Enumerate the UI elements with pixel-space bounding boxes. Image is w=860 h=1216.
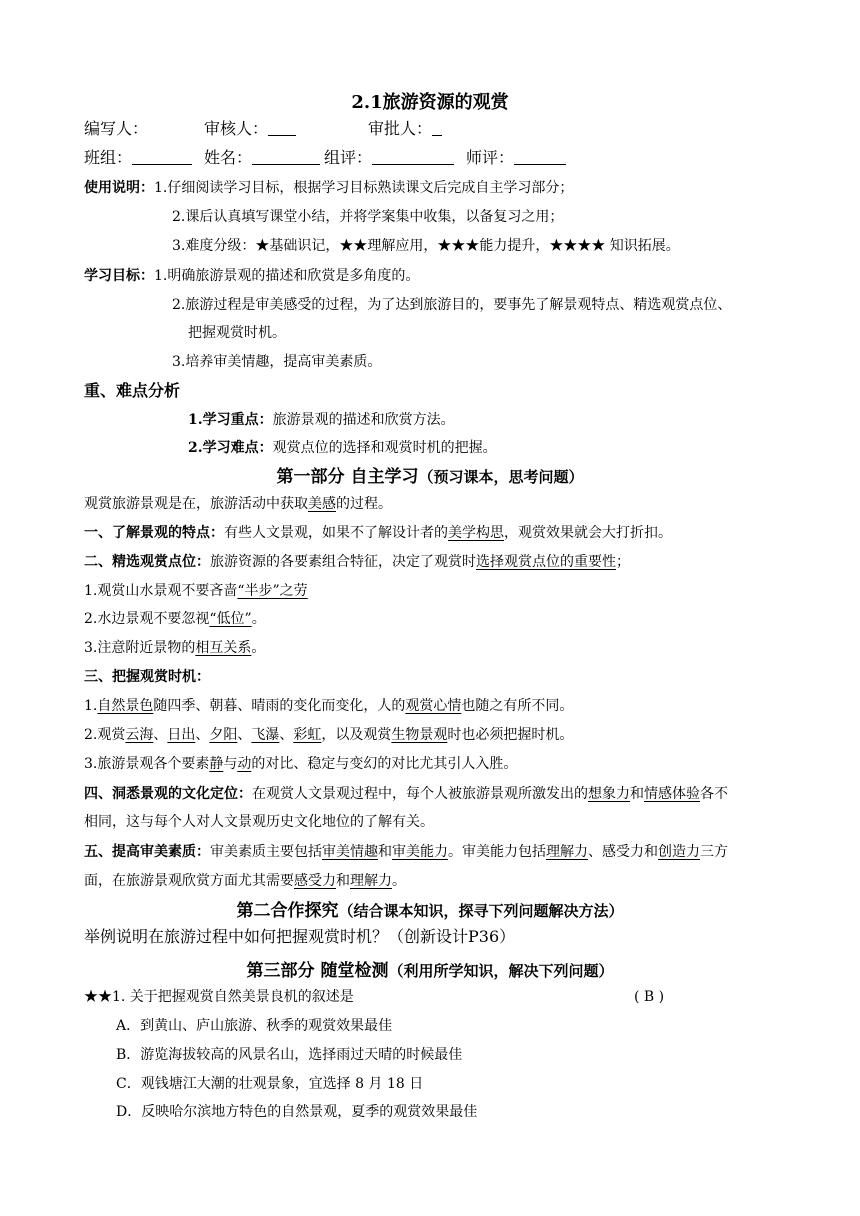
approver-field: 审批人： — [368, 118, 442, 140]
part1-item-2-3: 3.注意附近景物的相互关系。 — [84, 640, 266, 656]
question-1-option-c: C．观钱塘江大潮的壮观景象，宜选择 8 月 18 日 — [116, 1076, 424, 1092]
part1-item-1: 一、了解景观的特点：有些人文景观，如果不了解设计者的美学构思，观赏效果就会大打折扣。 — [84, 525, 672, 541]
page-title: 2.1旅游资源的观赏 — [351, 92, 509, 113]
usage-line-2: 2.课后认真填写课堂小结，并将学案集中收集，以备复习之用； — [172, 209, 564, 225]
part1-item-3-3: 3.旅游景观各个要素静与动的对比、稳定与变幻的对比尤其引人入胜。 — [84, 756, 518, 772]
part1-item-4: 四、洞悉景观的文化定位：在观赏人文景观过程中，每个人被旅游景观所激发出的想象力和情感体验各不 — [84, 786, 728, 802]
usage-line-3: 3.难度分级：★基础识记，★★理解应用，★★★能力提升，★★★★ 知识拓展。 — [172, 238, 680, 254]
keypoints-heading: 重、难点分析 — [84, 381, 181, 400]
part1-item-2: 二、精选观赏点位：旅游资源的各要素组合特征，决定了观赏时选择观赏点位的重要性； — [84, 554, 630, 570]
part1-item-4b: 相同，这与每个人对人文景观历史文化地位的了解有关。 — [84, 814, 434, 830]
part3-heading: 第三部分 随堂检测（利用所学知识，解决下列问题） — [246, 961, 614, 981]
objective-line-2: 2.旅游过程是审美感受的过程，为了达到旅游目的，要事先了解景观特点、精选观赏点位、 — [172, 297, 732, 313]
reviewer-field: 审核人： — [204, 118, 296, 140]
part1-item-3: 三、把握观赏时机： — [84, 669, 210, 685]
usage-line-1: 使用说明：1.仔细阅读学习目标，根据学习目标熟读课文后完成自主学习部分； — [84, 180, 574, 196]
keypoint-difficulty: 2.学习难点：观赏点位的选择和观赏时机的把握。 — [188, 440, 497, 456]
part2-heading: 第二合作探究（结合课本知识，探寻下列问题解决方法） — [236, 901, 624, 921]
part1-item-5b: 面，在旅游景观欣赏方面尤其需要感受力和理解力。 — [84, 873, 406, 889]
name-field: 姓名： — [204, 147, 320, 169]
question-1-option-d: D．反映哈尔滨地方特色的自然景观，夏季的观赏效果最佳 — [116, 1104, 478, 1120]
part1-heading: 第一部分 自主学习（预习课本，思考问题） — [276, 467, 584, 487]
objective-line-2b: 把握观赏时机。 — [188, 325, 286, 341]
question-1-option-a: A．到黄山、庐山旅游、秋季的观赏效果最佳 — [116, 1018, 393, 1034]
keypoint-focus: 1.学习重点：旅游景观的描述和欣赏方法。 — [188, 412, 455, 428]
teacher-review-field: 师评： — [466, 147, 566, 169]
part1-item-3-2: 2.观赏云海、日出、夕阳、飞瀑、彩虹，以及观赏生物景观时也必须把握时机。 — [84, 727, 574, 743]
editor-field: 编写人： — [84, 119, 149, 138]
part1-intro: 观赏旅游景观是在，旅游活动中获取美感的过程。 — [84, 496, 392, 512]
part1-item-3-1: 1.自然景色随四季、朝暮、晴雨的变化而变化，人的观赏心情也随之有所不同。 — [84, 698, 574, 714]
question-1-option-b: B．游览海拔较高的风景名山，选择雨过天晴的时候最佳 — [116, 1047, 463, 1063]
part2-question: 举例说明在旅游过程中如何把握观赏时机？（创新设计P36） — [84, 927, 516, 946]
question-1-stem: ★★1. 关于把握观赏自然美景良机的叙述是 — [84, 989, 354, 1005]
part1-item-2-1: 1.观赏山水景观不要吝啬“半步”之劳 — [84, 583, 308, 599]
part1-item-2-2: 2.水边景观不要忽视“低位”。 — [84, 611, 266, 627]
group-review-field: 组评： — [324, 147, 454, 169]
objective-line-1: 学习目标：1.明确旅游景观的描述和欣赏是多角度的。 — [84, 268, 420, 284]
objective-line-3: 3.培养审美情趣，提高审美素质。 — [172, 354, 382, 370]
group-field: 班组： — [84, 147, 192, 169]
question-1-answer: ( B ) — [634, 989, 665, 1005]
part1-item-5: 五、提高审美素质：审美素质主要包括审美情趣和审美能力。审美能力包括理解力、感受力和创造力三方 — [84, 844, 728, 860]
